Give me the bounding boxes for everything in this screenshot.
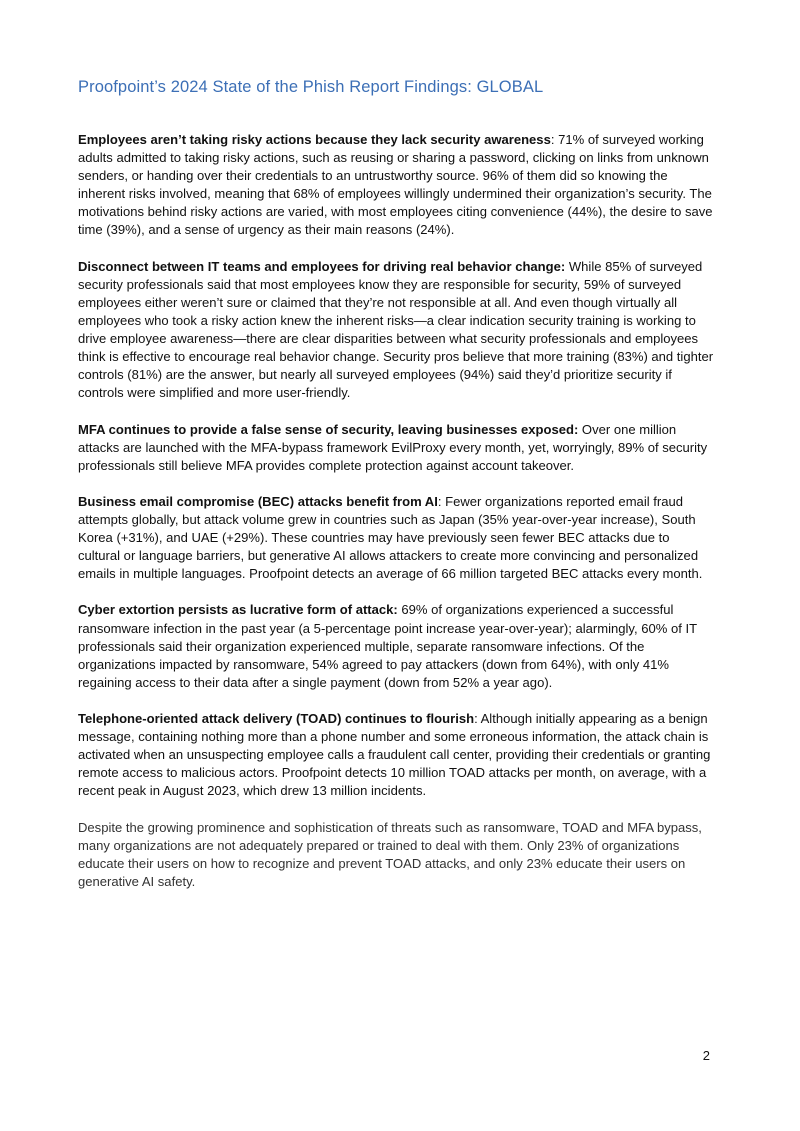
section-toad-attacks	[78, 710, 714, 800]
section-heading: Business email compromise (BEC) attacks benefit from AI	[78, 493, 438, 509]
section-text: : 71% of surveyed working adults admitted to taking risky actions, such as reusing or sharing a password, clicking on links from unknown senders, or handing over their credentials to an untrustworthy source. 96% of them did so knowing the inherent risks involved, meaning that 68% of employees willingly undermined their organization’s security. The motivations behind risky actions are varied, with most employees citing convenience (44%), the desire to save time (39%), and a sense of urgency as their main reasons (24%).	[78, 132, 713, 238]
section-text: : Although initially appearing as a benign message, containing nothing more than a phone number and some erroneous information, the attack chain is activated when an unsuspecting employee calls a fraudulent call center, providing their credentials or granting remote access to malicious actors. Proofpoint detects 10 million TOAD attacks per month, on average, with a recent peak in August 2023, which drew 13 million incidents.	[78, 711, 711, 799]
section-heading: Disconnect between IT teams and employees for driving real behavior change:	[78, 258, 566, 274]
section-text: Over one million attacks are launched with the MFA-bypass framework EvilProxy every month, yet, worryingly, 89% of security professionals still believe MFA provides complete protection against account takeover.	[78, 421, 708, 473]
document-body	[78, 131, 714, 891]
section-text: : Fewer organizations reported email fraud attempts globally, but attack volume grew in countries such as Japan (35% year-over-year increase), South Korea (+31%), and UAE (+29%). These countries may have previously seen fewer BEC attacks due to cultural or language barriers, but generative AI allows attackers to create more convincing and personalized emails in multiple languages. Proofpoint detects an average of 66 million targeted BEC attacks every month.	[78, 493, 703, 582]
closing-paragraph: Despite the growing prominence and sophistication of threats such as ransomware, TOAD and MFA bypass, many organizations are not adequately prepared or trained to deal with them. Only 23% of organizations educate their users on how to recognize and prevent TOAD attacks, and only 23% educate their users on generative AI safety.	[78, 819, 702, 889]
section-text: While 85% of surveyed security professionals said that most employees know they are responsible for security, 59% of surveyed employees either weren’t sure or claimed that they’re not responsible at all. And even though virtually all employees who took a risky action knew the inherent risks—a clear indication security training is working to drive employee awareness—there are clear disparities between what security professionals and employees think is effective to encourage real behavior change. Security pros believe that more training (83%) and tighter controls (81%) are the answer, but nearly all surveyed employees (94%) said they’d prioritize security if controls were simplified and more user-friendly.	[78, 258, 714, 401]
section-heading: Telephone-oriented attack delivery (TOAD) continues to flourish	[78, 711, 475, 726]
section-employees-risky-actions	[78, 131, 714, 240]
section-mfa-false-security	[78, 421, 714, 475]
section-heading: Employees aren’t taking risky actions because they lack security awareness	[78, 132, 551, 147]
section-it-employee-disconnect	[78, 258, 714, 403]
page-title: Proofpoint’s 2024 State of the Phish Report Findings: GLOBAL	[78, 78, 544, 96]
section-bec-attacks-ai	[78, 493, 714, 583]
section-heading: Cyber extortion persists as lucrative form of attack:	[78, 602, 398, 618]
page-number: 2	[702, 1048, 710, 1063]
section-cyber-extortion	[78, 601, 714, 691]
section-heading: MFA continues to provide a false sense of security, leaving businesses exposed:	[78, 421, 579, 437]
section-text: 69% of organizations experienced a successful ransomware infection in the past year (a 5-percentage point increase year-over-year); alarmingly, 60% of IT professionals said their organization experienced multiple, separate ransomware infections. Of the organizations impacted by ransomware, 54% agreed to pay attackers (down from 64%), with only 41% regaining access to their data after a single payment (down from 52% a year ago).	[78, 602, 697, 690]
